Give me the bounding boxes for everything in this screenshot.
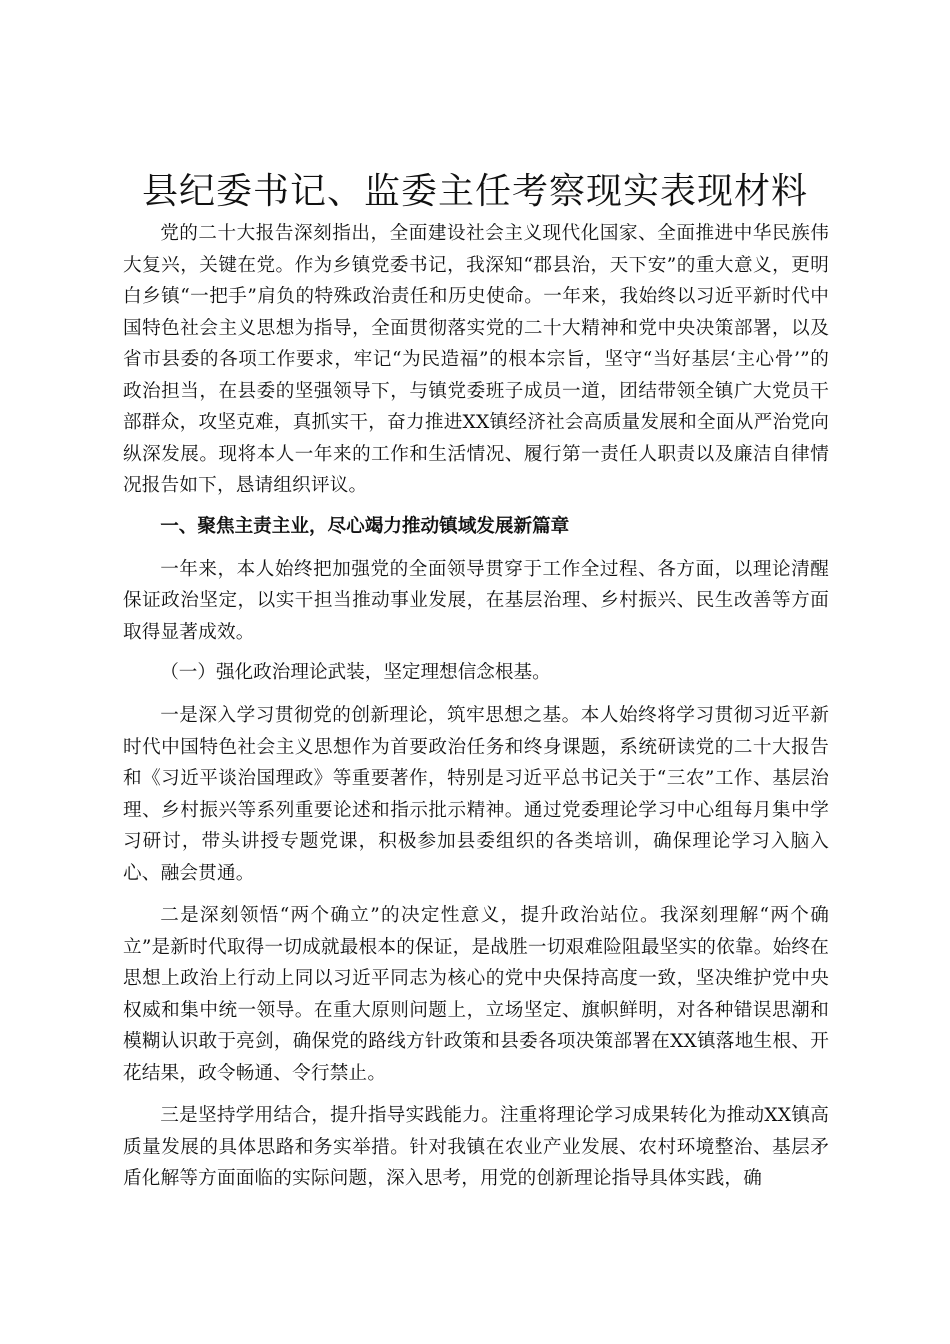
- point-3-paragraph: 三是坚持学用结合，提升指导实践能力。注重将理论学习成果转化为推动XX镇高质量发展的具体思路和务实举措。针对我镇在农业产业发展、农村环境整治、基层矛盾化解等方面面临的实际问题，深入思考，用党的创新理论指导具体实践，确: [123, 1105, 829, 1189]
- document-body: [123, 218, 829, 1195]
- section-heading-1: 一、聚焦主责主业，尽心竭力推动镇域发展新篇章: [160, 515, 570, 537]
- point-2-paragraph: 二是深刻领悟“两个确立”的决定性意义，提升政治站位。我深刻理解“两个确立”是新时代取得一切成就最根本的保证，是战胜一切艰难险阻最坚实的依靠。始终在思想上政治上行动上同以习近平同志为核心的党中央保持高度一致，坚决维护党中央权威和集中统一领导。在重大原则问题上，立场坚定、旗帜鲜明，对各种错误思潮和模糊认识敢于亮剑，确保党的路线方针政策和县委各项决策部署在XX镇落地生根、开花结果，政令畅通、令行禁止。: [123, 905, 829, 1084]
- point-1-paragraph: 一是深入学习贯彻党的创新理论，筑牢思想之基。本人始终将学习贯彻习近平新时代中国特色社会主义思想作为首要政治任务和终身课题，系统研读党的二十大报告和《习近平谈治国理政》等重要著作，特别是习近平总书记关于“三农”工作、基层治理、乡村振兴等系列重要论述和指示批示精神。通过党委理论学习中心组每月集中学习研讨，带头讲授专题党课，积极参加县委组织的各类培训，确保理论学习入脑入心、融会贯通。: [123, 705, 829, 884]
- document-title: 县纪委书记、监委主任考察现实表现材料: [141, 171, 808, 212]
- subsection-heading-1: （一）强化政治理论武装，坚定理想信念根基。: [160, 662, 551, 683]
- section-1-paragraph: 一年来，本人始终把加强党的全面领导贯穿于工作全过程、各方面，以理论清醒保证政治坚定，以实干担当推动事业发展，在基层治理、乡村振兴、民生改善等方面取得显著成效。: [123, 558, 829, 643]
- intro-paragraph: 党的二十大报告深刻指出，全面建设社会主义现代化国家、全面推进中华民族伟大复兴，关键在党。作为乡镇党委书记，我深知“郡县治，天下安”的重大意义，更明白乡镇“一把手”肩负的特殊政治责任和历史使命。一年来，我始终以习近平新时代中国特色社会主义思想为指导，全面贯彻落实党的二十大精神和党中央决策部署，以及省市县委的各项工作要求，牢记“为民造福”的根本宗旨，坚守“当好基层‘主心骨’”的政治担当，在县委的坚强领导下，与镇党委班子成员一道，团结带领全镇广大党员干部群众，攻坚克难，真抓实干，奋力推进XX镇经济社会高质量发展和全面从严治党向纵深发展。现将本人一年来的工作和生活情况、履行第一责任人职责以及廉洁自律情况报告如下，恳请组织评议。: [123, 223, 829, 496]
